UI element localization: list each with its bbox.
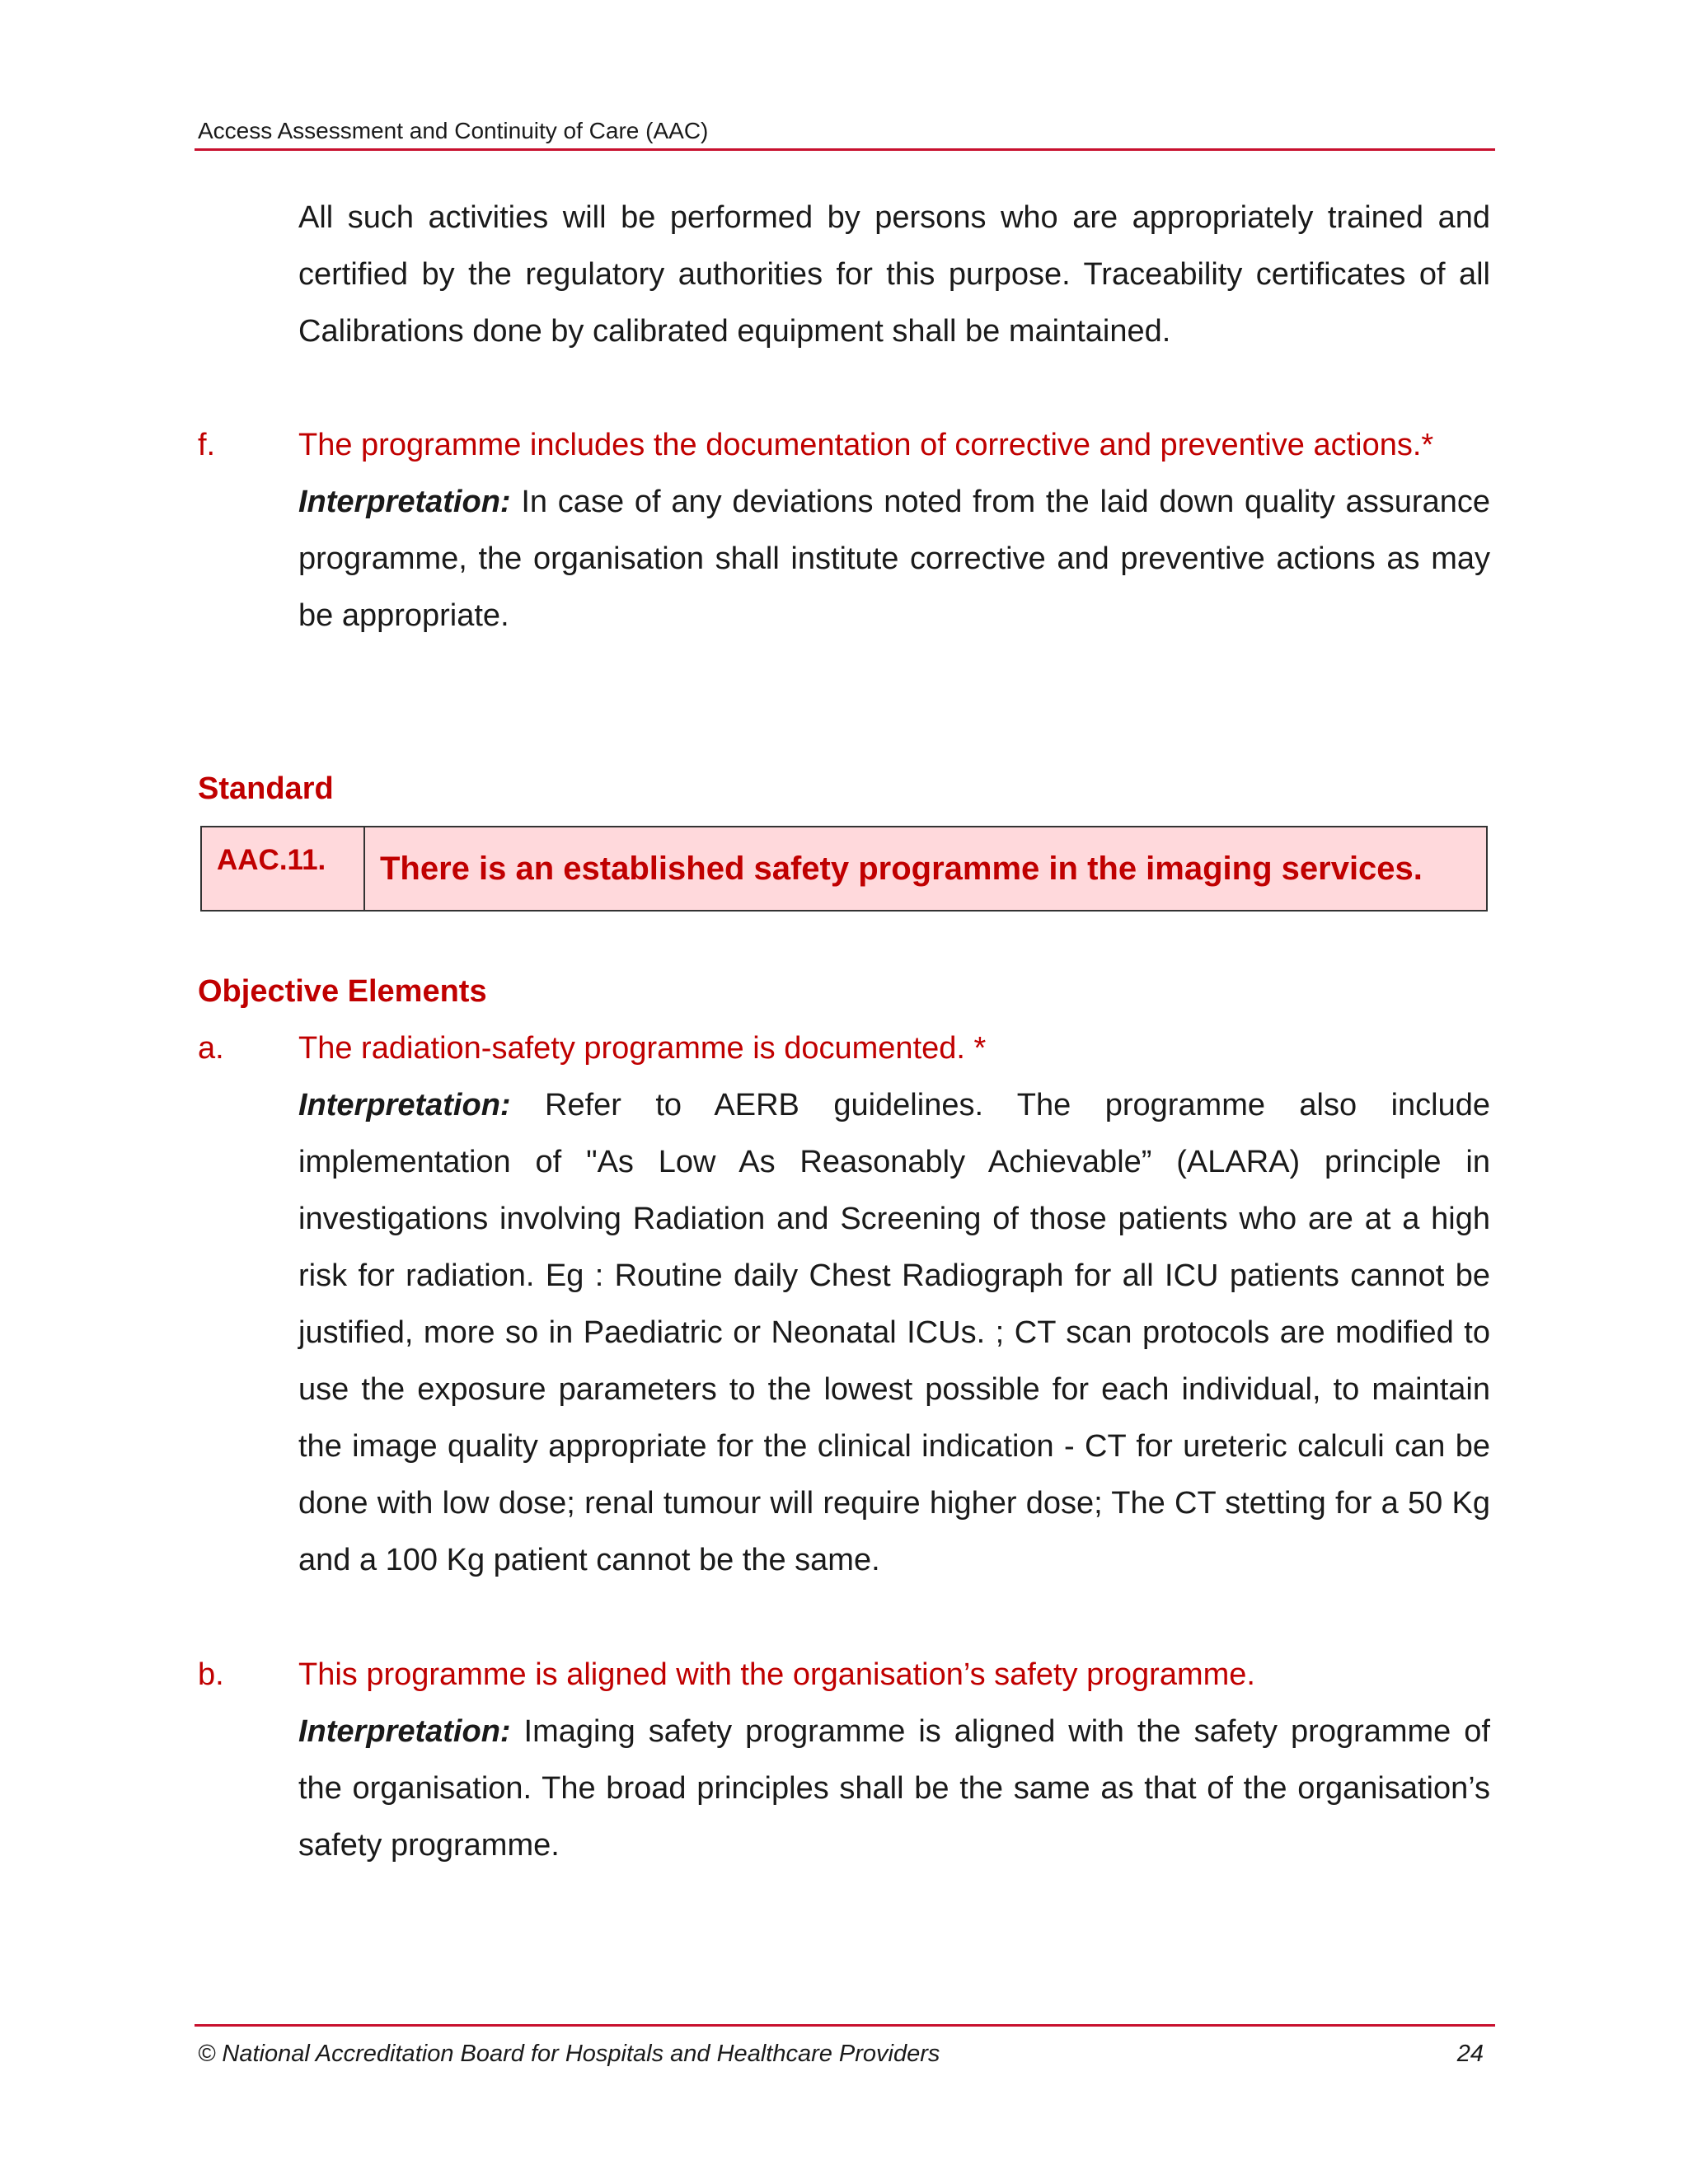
- item-f-block: [298, 417, 1490, 644]
- item-b-interpretation: [298, 1704, 1490, 1874]
- running-header: Access Assessment and Continuity of Care (AAC): [198, 118, 709, 143]
- item-a-letter: a.: [198, 1031, 224, 1066]
- intro-paragraph: All such activities will be performed by persons who are appropriately trained and certified by the regulatory authorities for this purpose. Traceability certificates of all Calibrations done by calibrated equipment shall be maintained.: [298, 200, 1490, 349]
- interpretation-text: Imaging safety programme is aligned with the safety programme of the organisation. The broad principles shall be the same as that of the organisation’s safety programme.: [298, 1714, 1490, 1863]
- interpretation-label: Interpretation:: [298, 485, 511, 519]
- interpretation-label: Interpretation:: [298, 1088, 511, 1122]
- standard-box: [200, 826, 1488, 912]
- standard-heading: Standard: [198, 771, 334, 806]
- objective-elements-heading: Objective Elements: [198, 974, 487, 1009]
- interpretation-label: Interpretation:: [298, 1714, 511, 1749]
- standard-text: There is an established safety programme in the imaging services.: [380, 851, 1423, 887]
- item-f-interpretation: [298, 474, 1490, 644]
- item-a-statement: The radiation-safety programme is documented. *: [298, 1031, 987, 1066]
- item-b-block: [298, 1647, 1490, 1874]
- item-f-letter: f.: [198, 428, 216, 462]
- page-number: 24: [1456, 2041, 1484, 2067]
- interpretation-text: Refer to AERB guidelines. The programme also include implementation of "As Low As Reasonably Achievable” (ALARA) principle in investigations involving Radiation and Screening of those patients who are at a high risk for radiation. Eg : Routine daily Chest Radiograph for all ICU patients cannot be justified, more so in Paediatric or Neonatal ICUs. ; CT scan protocols are modified to use the exposure parameters to the lowest possible for each individual, to maintain the image quality appropriate for the clinical indication - CT for ureteric calculi can be done with low dose; renal tumour will require higher dose; The CT stetting for a 50 Kg and a 100 Kg patient cannot be the same.: [298, 1088, 1490, 1577]
- item-b-letter: b.: [198, 1657, 224, 1692]
- item-b-statement: This programme is aligned with the organisation’s safety programme.: [298, 1657, 1255, 1692]
- footer-copyright: © National Accreditation Board for Hospitals and Healthcare Providers: [198, 2041, 940, 2067]
- header-rule: [195, 148, 1495, 151]
- footer-rule: [195, 2024, 1495, 2027]
- item-a-interpretation: [298, 1077, 1490, 1589]
- standard-code: AAC.11.: [202, 827, 365, 910]
- item-a-block: [298, 1020, 1490, 1589]
- item-f-statement: The programme includes the documentation of corrective and preventive actions.*: [298, 428, 1434, 462]
- interpretation-text: In case of any deviations noted from the laid down quality assurance programme, the organisation shall institute corrective and preventive actions as may be appropriate.: [298, 485, 1490, 633]
